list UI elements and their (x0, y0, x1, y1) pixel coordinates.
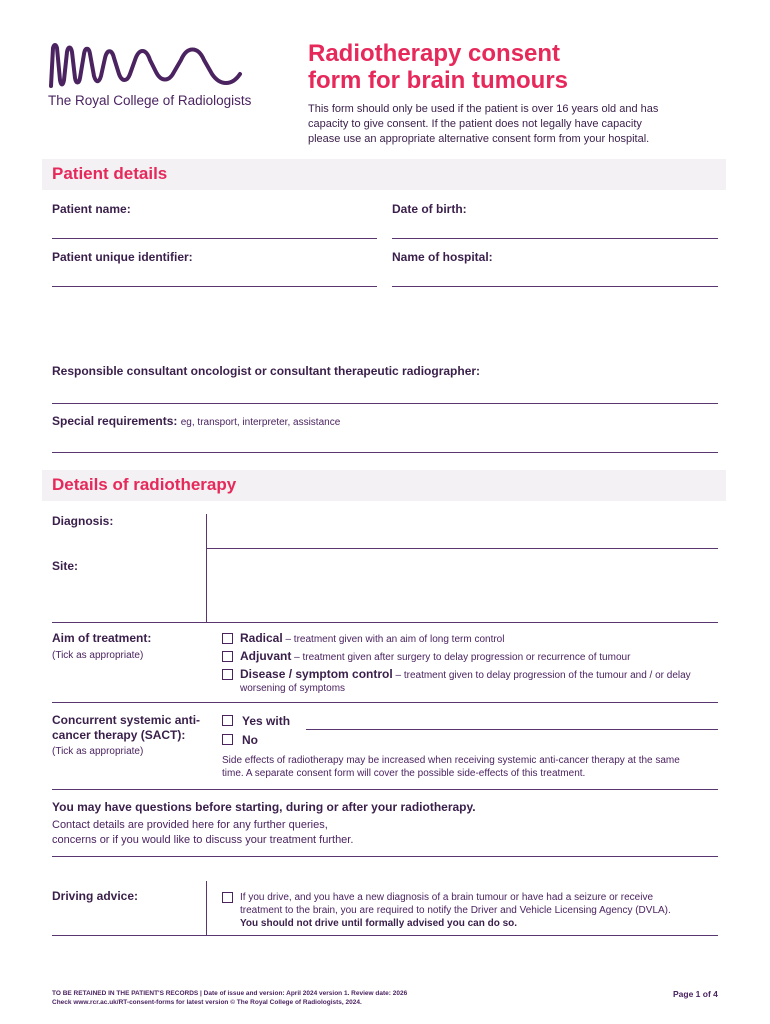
sact-note: Side effects of radiotherapy may be increased when receiving systemic anti-cancer therapy at the same time. A separate consent form will cover the possible side-effects of this treatment. (222, 755, 680, 779)
radical-option: Radical – treatment given with an aim of long term control (240, 631, 505, 645)
sact-tick-hint: (Tick as appropriate) (52, 746, 144, 757)
patient-name-field[interactable] (52, 238, 377, 239)
diagnosis-field[interactable] (207, 548, 718, 549)
consultant-label: Responsible consultant oncologist or consultant therapeutic radiographer: (52, 364, 481, 378)
org-name: The Royal College of Radiologists (48, 93, 252, 108)
row-separator (52, 789, 718, 790)
site-label: Site: (52, 559, 79, 573)
rcr-logo-icon (48, 40, 263, 92)
unique-identifier-label: Patient unique identifier: (52, 250, 193, 264)
page-title-line1: Radiotherapy consent (308, 40, 561, 67)
special-requirements (52, 414, 340, 428)
sact-yes-label: Yes with (242, 714, 291, 728)
patient-details-heading: Patient details (52, 164, 168, 183)
hospital-label: Name of hospital: (392, 250, 493, 264)
sact-yes-field[interactable] (306, 729, 718, 730)
driving-label: Driving advice: (52, 889, 139, 903)
sact-label-1: Concurrent systemic anti- (52, 713, 201, 727)
intro-text: This form should only be used if the patient is over 16 years old and has capacity to give consent. If the patient does not legally have capacity please use an appropriate alternative consent form from your hospital. (308, 103, 659, 145)
row-separator (52, 622, 718, 623)
diagnosis-label: Diagnosis: (52, 514, 114, 528)
unique-identifier-field[interactable] (52, 286, 377, 287)
aim-tick-hint: (Tick as appropriate) (52, 650, 144, 661)
patient-details-band (42, 159, 726, 190)
questions-field[interactable] (52, 856, 718, 857)
adjuvant-checkbox[interactable] (222, 651, 233, 662)
symptom-control-cont: worsening of symptoms (240, 683, 346, 694)
driving-checkbox[interactable] (222, 892, 233, 903)
table-divider (206, 514, 207, 623)
sact-label-2: cancer therapy (SACT): (52, 728, 186, 742)
footer-text: TO BE RETAINED IN THE PATIENT'S RECORDS | Date of issue and version: April 2024 version 1. Review date: 2026 Check www.rcr.ac.uk/RT-consent-forms for latest version © The Royal College of Radiologists, 2024. (52, 990, 408, 1006)
hospital-field[interactable] (392, 286, 718, 287)
sact-yes-checkbox[interactable] (222, 715, 233, 726)
page-number: Page 1 of 4 (673, 989, 718, 999)
aim-label: Aim of treatment: (52, 631, 152, 645)
symptom-control-checkbox[interactable] (222, 669, 233, 680)
page-title-line2: form for brain tumours (308, 67, 569, 94)
radiotherapy-band (42, 470, 726, 501)
radical-checkbox[interactable] (222, 633, 233, 644)
row-separator (52, 935, 718, 936)
radiotherapy-heading: Details of radiotherapy (52, 475, 237, 494)
row-separator (52, 702, 718, 703)
date-of-birth-field[interactable] (392, 238, 718, 239)
driving-text: If you drive, and you have a new diagnosis of a brain tumour or have had a seizure or receive treatment to the brain, you are required to notify the Driver and Vehicle Licensing Agency (DVLA). You should not drive until formally advised you can do so. (240, 892, 671, 929)
sact-no-label: No (242, 733, 258, 747)
sact-no-checkbox[interactable] (222, 734, 233, 745)
special-requirements-hint: eg, transport, interpreter, assistance (180, 417, 341, 428)
special-requirements-label: Special requirements: (52, 414, 178, 428)
questions-heading: You may have questions before starting, during or after your radiotherapy. (52, 800, 476, 814)
patient-name-label: Patient name: (52, 202, 131, 216)
questions-text: Contact details are provided here for any further queries, concerns or if you would like to discuss your treatment further. (52, 819, 354, 846)
consultant-field[interactable] (52, 403, 718, 404)
date-of-birth-label: Date of birth: (392, 202, 467, 216)
table-divider (206, 881, 207, 936)
adjuvant-option: Adjuvant – treatment given after surgery to delay progression or recurrence of tumour (240, 649, 631, 663)
symptom-control-option: Disease / symptom control – treatment given to delay progression of the tumour and / or delay (240, 667, 691, 681)
special-requirements-field[interactable] (52, 452, 718, 453)
